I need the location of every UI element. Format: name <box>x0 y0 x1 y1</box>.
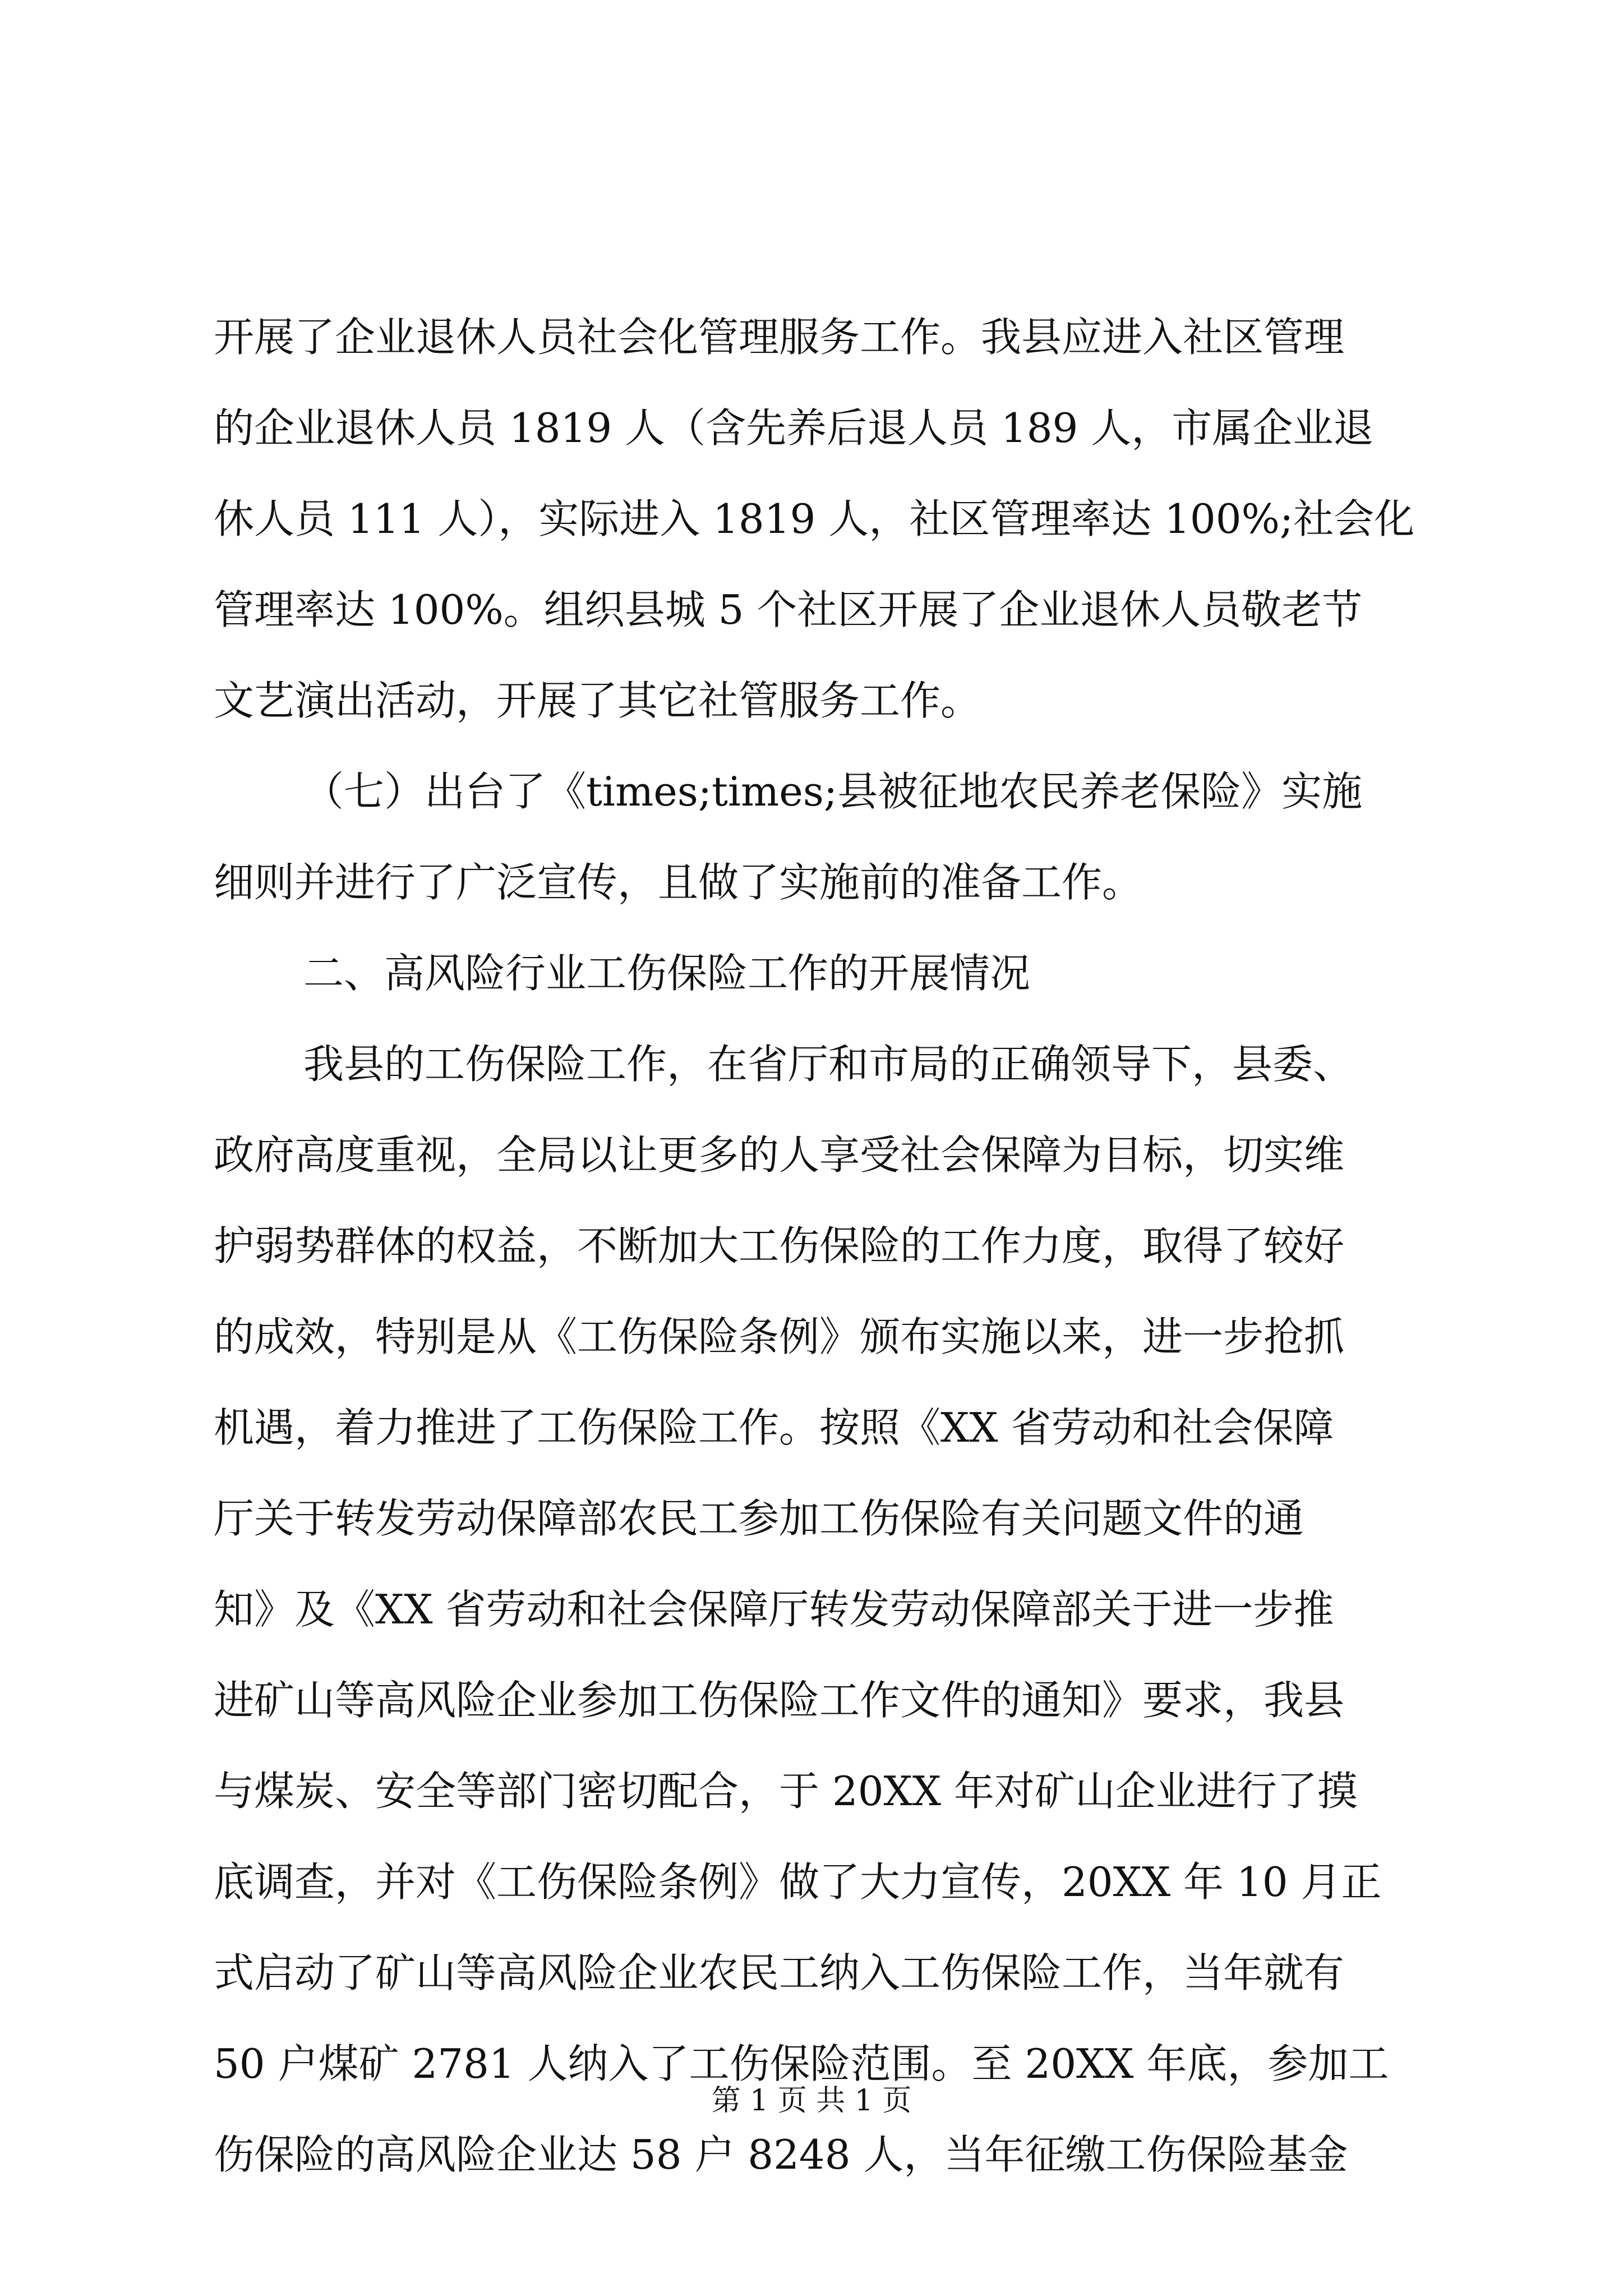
text-line: 厅关于转发劳动保障部农民工参加工伤保险有关问题文件的通 <box>214 1495 1304 1542</box>
document-body <box>214 292 1419 2200</box>
text-line: 底调查，并对《工伤保险条例》做了大力宣传，20XX 年 10 月正 <box>214 1858 1382 1906</box>
text-line: 开展了企业退休人员社会化管理服务工作。我县应进入社区管理 <box>214 314 1345 361</box>
text-line: 伤保险的高风险企业达 58 户 8248 人，当年征缴工伤保险基金 <box>214 2131 1348 2178</box>
text-line: 政府高度重视，全局以让更多的人享受社会保障为目标，切实维 <box>214 1131 1345 1179</box>
text-line: 护弱势群体的权益，不断加大工伤保险的工作力度，取得了较好 <box>214 1222 1345 1269</box>
section-heading: 二、高风险行业工伤保险工作的开展情况 <box>303 950 1031 997</box>
text-line: 进矿山等高风险企业参加工伤保险工作文件的通知》要求，我县 <box>214 1677 1345 1724</box>
paragraph-heading: （七）出台了《times;times;县被征地农民养老保险》实施 <box>303 768 1363 815</box>
text-line: 机遇，着力推进了工伤保险工作。按照《XX 省劳动和社会保障 <box>214 1404 1334 1451</box>
text-line: 知》及《XX 省劳动和社会保障厅转发劳动保障部关于进一步推 <box>214 1586 1334 1633</box>
page-number-footer: 第 1 页 共 1 页 <box>711 2084 912 2118</box>
text-line: 休人员 111 人），实际进入 1819 人，社区管理率达 100%;社会化 <box>214 495 1415 542</box>
text-line: 我县的工伤保险工作，在省厅和市局的正确领导下，县委、 <box>303 1041 1354 1088</box>
text-line: 的企业退休人员 1819 人（含先养后退人员 189 人，市属企业退 <box>214 404 1374 452</box>
text-line: 文艺演出活动，开展了其它社管服务工作。 <box>214 677 981 724</box>
text-line: 的成效，特别是从《工伤保险条例》颁布实施以来，进一步抢抓 <box>214 1313 1345 1360</box>
text-line: 50 户煤矿 2781 人纳入了工伤保险范围。至 20XX 年底，参加工 <box>214 2040 1389 2087</box>
text-line: 管理率达 100%。组织县城 5 个社区开展了企业退休人员敬老节 <box>214 586 1363 633</box>
text-line: 式启动了矿山等高风险企业农民工纳入工伤保险工作，当年就有 <box>214 1949 1345 1996</box>
text-line: 与煤炭、安全等部门密切配合，于 20XX 年对矿山企业进行了摸 <box>214 1768 1358 1815</box>
text-line: 细则并进行了广泛宣传，且做了实施前的准备工作。 <box>214 859 1143 906</box>
